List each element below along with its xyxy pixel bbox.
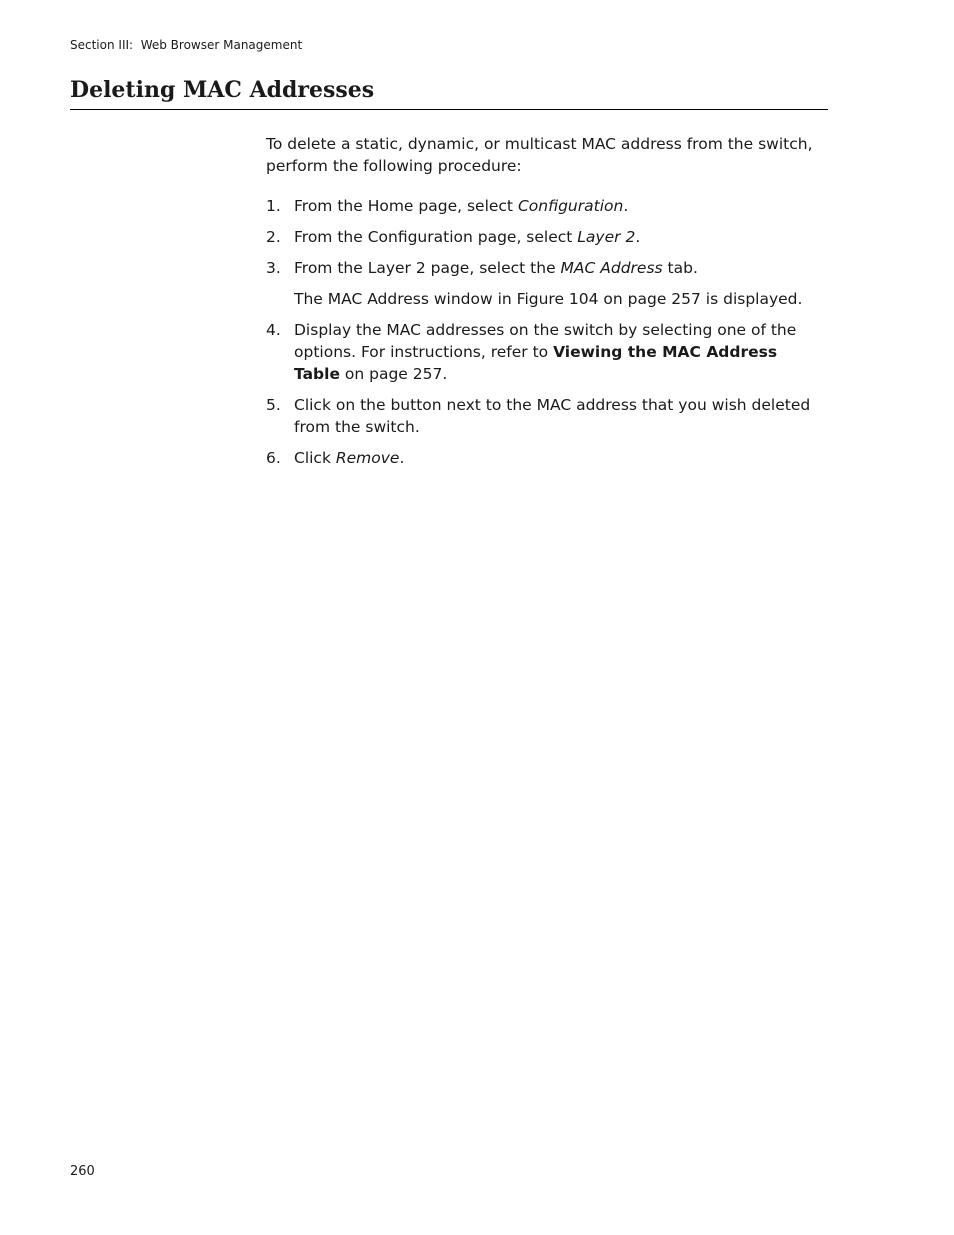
step-text-end: . bbox=[623, 197, 629, 215]
step-text: Display the MAC addresses on the switch by selecting one of the options. For instructions, refer to bbox=[294, 321, 797, 361]
intro-paragraph: To delete a static, dynamic, or multicast MAC address from the switch, perform the following procedure: bbox=[266, 135, 813, 175]
step-1 bbox=[266, 195, 828, 217]
cross-reference-link[interactable]: Viewing the MAC Address Table bbox=[294, 343, 778, 383]
step-emphasis: Layer 2 bbox=[577, 228, 636, 246]
step-text: From the Configuration page, select bbox=[294, 228, 578, 246]
step-number: 3. bbox=[266, 259, 281, 277]
step-text: Click on the button next to the MAC address that you wish deleted from the switch. bbox=[294, 396, 811, 436]
step-text: Click bbox=[294, 449, 336, 467]
step-text: From the Home page, select bbox=[294, 197, 518, 215]
step-2 bbox=[266, 226, 828, 248]
step-6 bbox=[266, 447, 828, 469]
step-emphasis: Remove bbox=[335, 449, 400, 467]
procedure-steps bbox=[266, 195, 828, 469]
step-5 bbox=[266, 394, 828, 438]
body-text bbox=[266, 133, 828, 478]
step-emphasis: Configuration bbox=[517, 197, 624, 215]
page-number: 260 bbox=[70, 1164, 95, 1179]
step-text-end: on page 257. bbox=[339, 365, 448, 383]
step-number: 4. bbox=[266, 321, 281, 339]
step-text-end: . bbox=[399, 449, 405, 467]
step-text-end: tab. bbox=[662, 259, 698, 277]
step-number: 2. bbox=[266, 228, 281, 246]
step-number: 5. bbox=[266, 396, 281, 414]
step-text-end: . bbox=[635, 228, 641, 246]
step-4 bbox=[266, 319, 828, 385]
step-note: The MAC Address window in Figure 104 on page 257 is displayed. bbox=[294, 290, 803, 308]
step-number: 1. bbox=[266, 197, 281, 215]
step-3 bbox=[266, 257, 828, 310]
step-emphasis: MAC Address bbox=[560, 259, 663, 277]
step-text: From the Layer 2 page, select the bbox=[294, 259, 561, 277]
running-header: Section III: Web Browser Management bbox=[70, 38, 303, 52]
section-title: Deleting MAC Addresses bbox=[70, 76, 828, 110]
step-number: 6. bbox=[266, 449, 281, 467]
